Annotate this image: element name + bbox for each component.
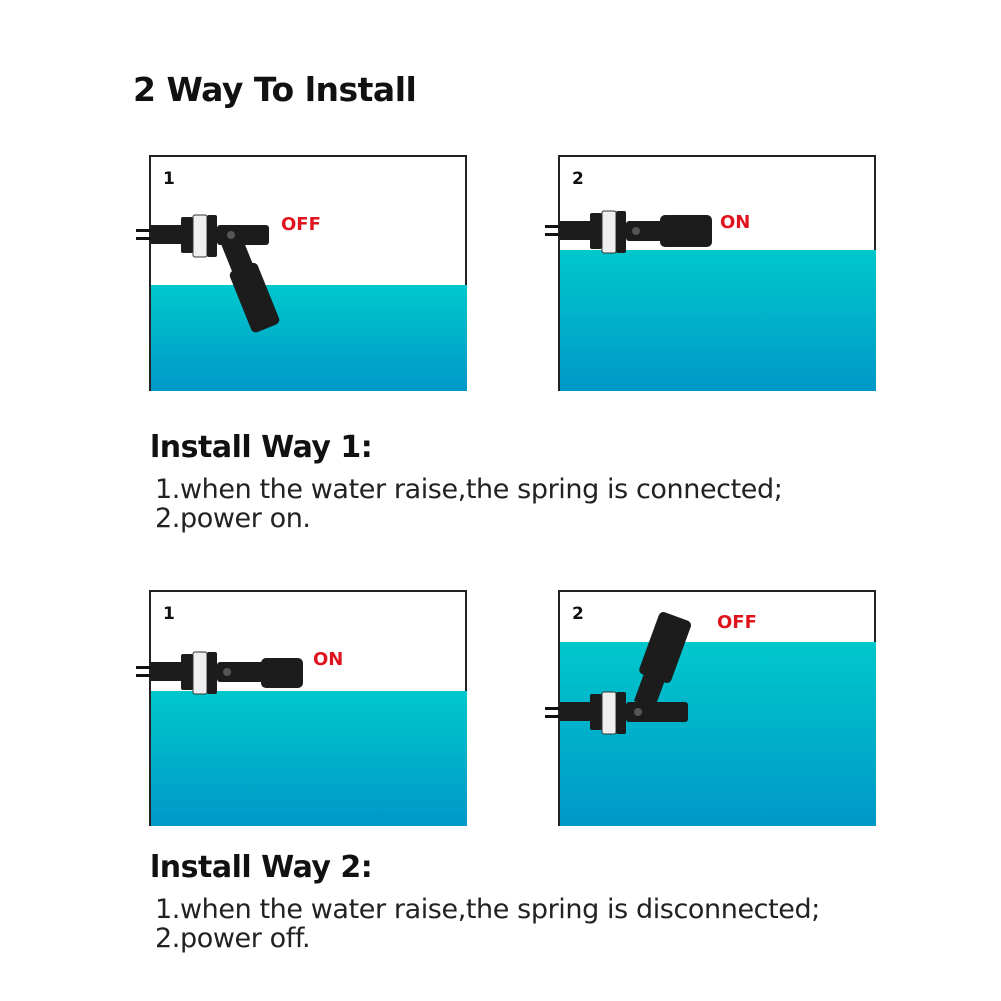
cable-leads-icon — [136, 229, 152, 240]
install-way-2-step-1: 1.when the water raise,the spring is disconnected; — [155, 894, 820, 925]
water-area — [560, 250, 876, 391]
state-label: ON — [313, 649, 344, 670]
panel-number: 1 — [163, 604, 175, 624]
page-title: 2 Way To lnstall — [133, 70, 417, 109]
cable-leads-icon — [136, 666, 152, 677]
diagram-panel-2 — [558, 155, 876, 391]
panel-scene — [151, 592, 469, 828]
water-area — [151, 285, 467, 391]
panel-number: 2 — [572, 169, 584, 189]
cable-leads-icon — [545, 707, 561, 718]
panel-number: 1 — [163, 169, 175, 189]
install-way-1-title: lnstall Way 1: — [150, 430, 373, 465]
cable-leads-icon — [545, 225, 561, 236]
diagram-panel-3 — [149, 590, 467, 826]
state-label: OFF — [281, 214, 321, 235]
install-way-1-step-1: 1.when the water raise,the spring is connected; — [155, 474, 783, 505]
diagram-panel-4 — [558, 590, 876, 826]
install-way-2-step-2: 2.power off. — [155, 923, 311, 954]
install-way-2-title: lnstall Way 2: — [150, 850, 373, 885]
install-way-1-step-2: 2.power on. — [155, 503, 311, 534]
panel-number: 2 — [572, 604, 584, 624]
state-label: OFF — [717, 612, 757, 633]
panel-scene — [151, 157, 469, 393]
panel-scene — [560, 157, 878, 393]
float-switch-sensor-icon — [151, 652, 303, 694]
float-switch-sensor-icon — [560, 211, 712, 253]
diagram-panel-1 — [149, 155, 467, 391]
water-area — [151, 691, 467, 826]
state-label: ON — [720, 212, 751, 233]
